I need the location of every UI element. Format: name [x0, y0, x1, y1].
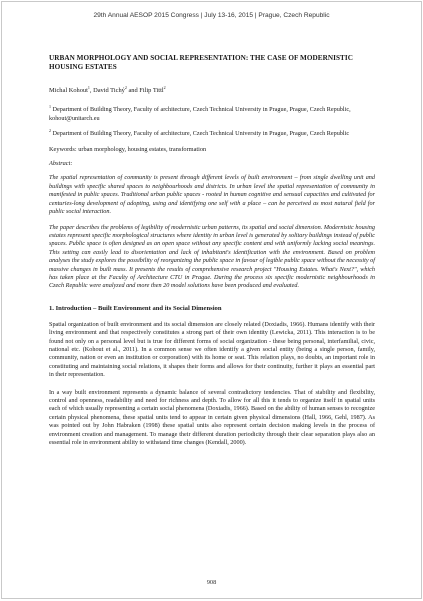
author-affiliation-marker: 2 [163, 85, 166, 90]
author-separator: and [126, 87, 140, 95]
running-header: 29th Annual AESOP 2015 Congress | July 13-16, 2015 | Prague, Czech Republic [93, 12, 330, 19]
affiliation-marker: 2 [49, 128, 51, 133]
author-separator: , [89, 87, 94, 95]
author-name: David Tichý [93, 87, 125, 95]
affiliation [49, 127, 375, 138]
keywords: Keywords: urban morphology, housing estates, transformation [49, 146, 207, 154]
paper-page [1, 1, 422, 599]
affiliation-marker: 1 [49, 104, 51, 110]
abstract-paragraph: The paper describes the problems of legibility of modernistic urban patterns, its spatial and social dimension. Modernistic housing estates represent specific morphological structures where identity in urban level is generated by solitary buildings instead of public spaces. Public space is often designed as an open space without any specific content and with uniformly lacking social meanings. This setting can easily lead to disorientation and lack of inhabitant's identification with the environment. Based on problem analyses the study explores the possibility of reorganizing the public space in favour of legible public space without the necessity of massive changes in built mass. It presents the results of comprehensive research project "Housing Estates. What's Next?", which has taken place at the Faculty of Architecture CTU in Prague. During the process six specific modernistic neighbourhoods in Czech Republic were analyzed and more then 20 model solutions have been produced and evaluated. [49, 223, 375, 290]
abstract-label: Abstract: [49, 160, 73, 168]
author-list [49, 85, 375, 94]
paper-title: URBAN MORPHOLOGY AND SOCIAL REPRESENTATION: THE CASE OF MODERNISTIC HOUSING ESTATES [49, 54, 353, 71]
paper-content [49, 54, 375, 447]
section-heading: 1. Introduction – Built Environment and its Social Dimension [49, 304, 222, 312]
affiliation-text: Department of Building Theory, Faculty of architecture, Czech Technical University in Prague, Prague, Czech Republic [51, 130, 350, 138]
author-affiliation-marker: 2 [124, 85, 127, 90]
body-paragraph: In a way built environment represents a dynamic balance of several contradictory tendencies. That of stability and flexibility, control and openness, readability and need for richness and depth. To allow for all this it tends to organize itself in spatial units each of which usually representing a certain social phenomena (Doxiadis, 1966). Based on the ability of human senses to recognize certain physical phenomena, these spatial units tend to appear in certain given physical dimensions (Hall, 1966, Gehl, 1987). As was pointed out by John Habraken (1998) these spatial units also represent certain decision making levels in the process of environment creation and management. To manage their different duration periodicity through their clear separation plays also an essential role in environment ability to withstand time changes (Kendall, 2000). [49, 388, 375, 447]
page-number: 908 [206, 579, 217, 586]
affiliation-text: Department of Building Theory, Faculty of architecture, Czech Technical University in Prague, Prague, Czech Republic, kohout@unitarch.eu [49, 106, 351, 122]
affiliation [49, 103, 375, 123]
body-paragraph: Spatial organization of built environment and its social dimension are closely related (Doxiadis, 1966). Humans identify with their living environment and that respectively constitutes a strong part of their own identity (Lewicka, 2011). This interaction is to be found not only on a personal level but is true for different forms of social organization - these being personal, interfamilial, civic, national etc. (Kohout et al., 2011). In a common sense we often identify a given social entity (being a single person, family, community, nation or even an institution or corporation) with its home or seat. This relation plays, no doubts, an important role in constituting and maintaining social relations, it shapes their forms and allows for their continuity, further it plays an essential part in their representation. [49, 320, 375, 379]
author-name: Michal Kohout [49, 87, 88, 95]
abstract-paragraph: The spatial representation of community is present through different levels of built environment – from single dwelling unit and buildings with specific shared spaces to neighbourhoods and districts. In urban level the spatial representation of community in manifested in public spaces. Traditional urban public spaces - rooted in human cognitive and sensual capacities and cultivated for centuries-long development of adopting, using and identifying one self with a place – can be perceived as most natural field for public social interaction. [49, 174, 375, 216]
author-affiliation-marker: 1 [87, 85, 90, 90]
author-name: Filip Tittl [139, 87, 164, 95]
